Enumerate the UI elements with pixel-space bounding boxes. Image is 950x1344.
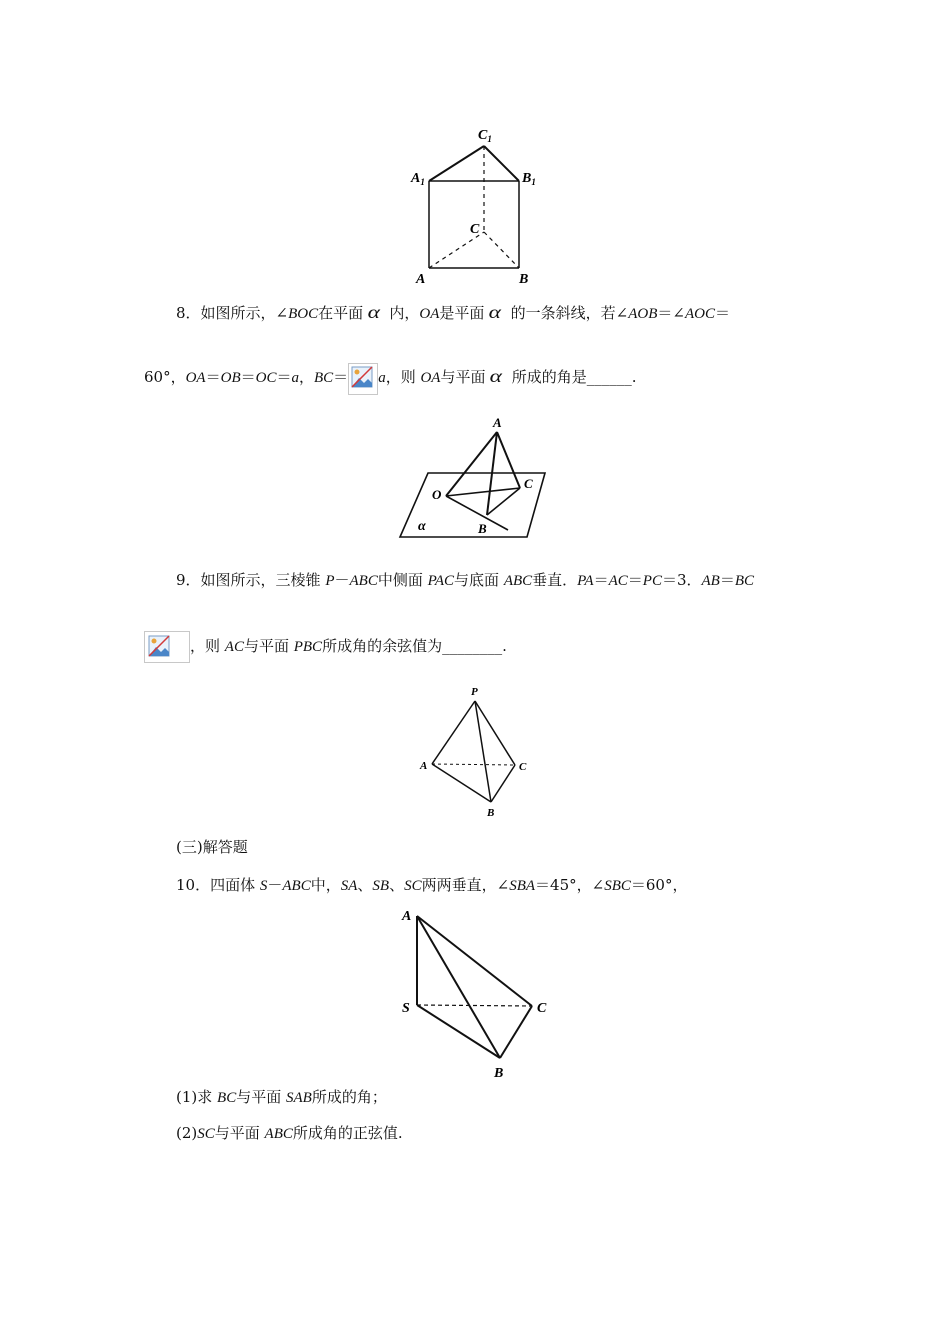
- label-B1: $B_1$: [522, 171, 536, 187]
- label-B: B: [478, 521, 487, 536]
- edge-A-C: [497, 432, 520, 488]
- broken-image-icon: [348, 363, 378, 395]
- label-S: S: [402, 1001, 410, 1016]
- edge-A-B: [417, 916, 500, 1058]
- edge-A-C-dashed: [432, 764, 515, 765]
- figure-pyramid-PABC: [415, 682, 535, 822]
- label-A: A: [420, 760, 428, 772]
- q10-sub1: (1)求 BC与平面 SAB所成的角；: [176, 1088, 387, 1106]
- q10-line: 10．四面体 S－ABC中，SA、SB、SC两两垂直，∠SBA＝45°，∠SBC＝60°，: [176, 876, 688, 894]
- label-A: A: [416, 272, 426, 287]
- label-A: A: [402, 909, 412, 924]
- label-B: B: [519, 272, 529, 287]
- edge-A-C-dashed: [429, 232, 484, 268]
- label-B: B: [487, 807, 495, 819]
- q8-line2: 60°，OA＝OB＝OC＝a，BC＝ a，则 OA与平面 α 所成的角是______.: [144, 361, 637, 395]
- label-C1: $C_1$: [478, 128, 492, 144]
- edge-S-C-dashed: [417, 1005, 532, 1006]
- alpha-symbol: α: [488, 302, 502, 322]
- label-C: C: [519, 761, 527, 773]
- edge-A1-C1: [429, 146, 484, 181]
- label-A1: $A_1$: [411, 171, 425, 187]
- edge-O-C: [446, 488, 520, 496]
- edge-P-B: [475, 701, 491, 802]
- label-alpha: α: [418, 519, 426, 534]
- edge-O-B: [446, 496, 508, 530]
- edge-S-B: [417, 1005, 500, 1058]
- edge-C1-B1: [484, 146, 519, 181]
- edge-B-C: [487, 488, 520, 515]
- q10-sub2: (2)SC与平面 ABC所成角的正弦值.: [176, 1124, 403, 1142]
- alpha-symbol: α: [367, 302, 381, 322]
- edge-C-B: [491, 765, 515, 802]
- alpha-symbol: α: [490, 366, 503, 386]
- edge-A-B: [432, 764, 491, 802]
- label-C: C: [470, 222, 480, 237]
- edge-A-O: [446, 432, 497, 496]
- edge-P-C: [475, 701, 515, 765]
- broken-image-icon: [144, 631, 190, 663]
- section-heading: (三)解答题: [176, 838, 248, 856]
- label-A: A: [493, 415, 502, 430]
- q9-line1: 9．如图所示，三棱锥 P－ABC中侧面 PAC与底面 ABC垂直．PA＝AC＝PC＝3．AB＝BC: [176, 571, 755, 589]
- edge-C-B-dashed: [484, 232, 519, 268]
- label-B: B: [494, 1066, 504, 1081]
- edge-P-A: [432, 701, 475, 764]
- label-O: O: [432, 487, 442, 502]
- figure-plane-tetrahedron: [396, 410, 556, 545]
- label-P: P: [471, 686, 478, 698]
- label-C: C: [537, 1001, 547, 1016]
- edge-A-C: [417, 916, 532, 1006]
- figure-prism: [400, 120, 550, 290]
- q9-line2: ，则 AC与平面 PBC所成角的余弦值为________.: [144, 631, 507, 663]
- q8-line1: 8．如图所示，∠BOC在平面 α 内，OA是平面 α 的一条斜线，若∠AOB＝∠AOC＝: [176, 302, 730, 322]
- edge-C-B: [500, 1006, 532, 1058]
- label-C: C: [524, 476, 533, 491]
- figure-tetrahedron-SABC: [396, 902, 566, 1082]
